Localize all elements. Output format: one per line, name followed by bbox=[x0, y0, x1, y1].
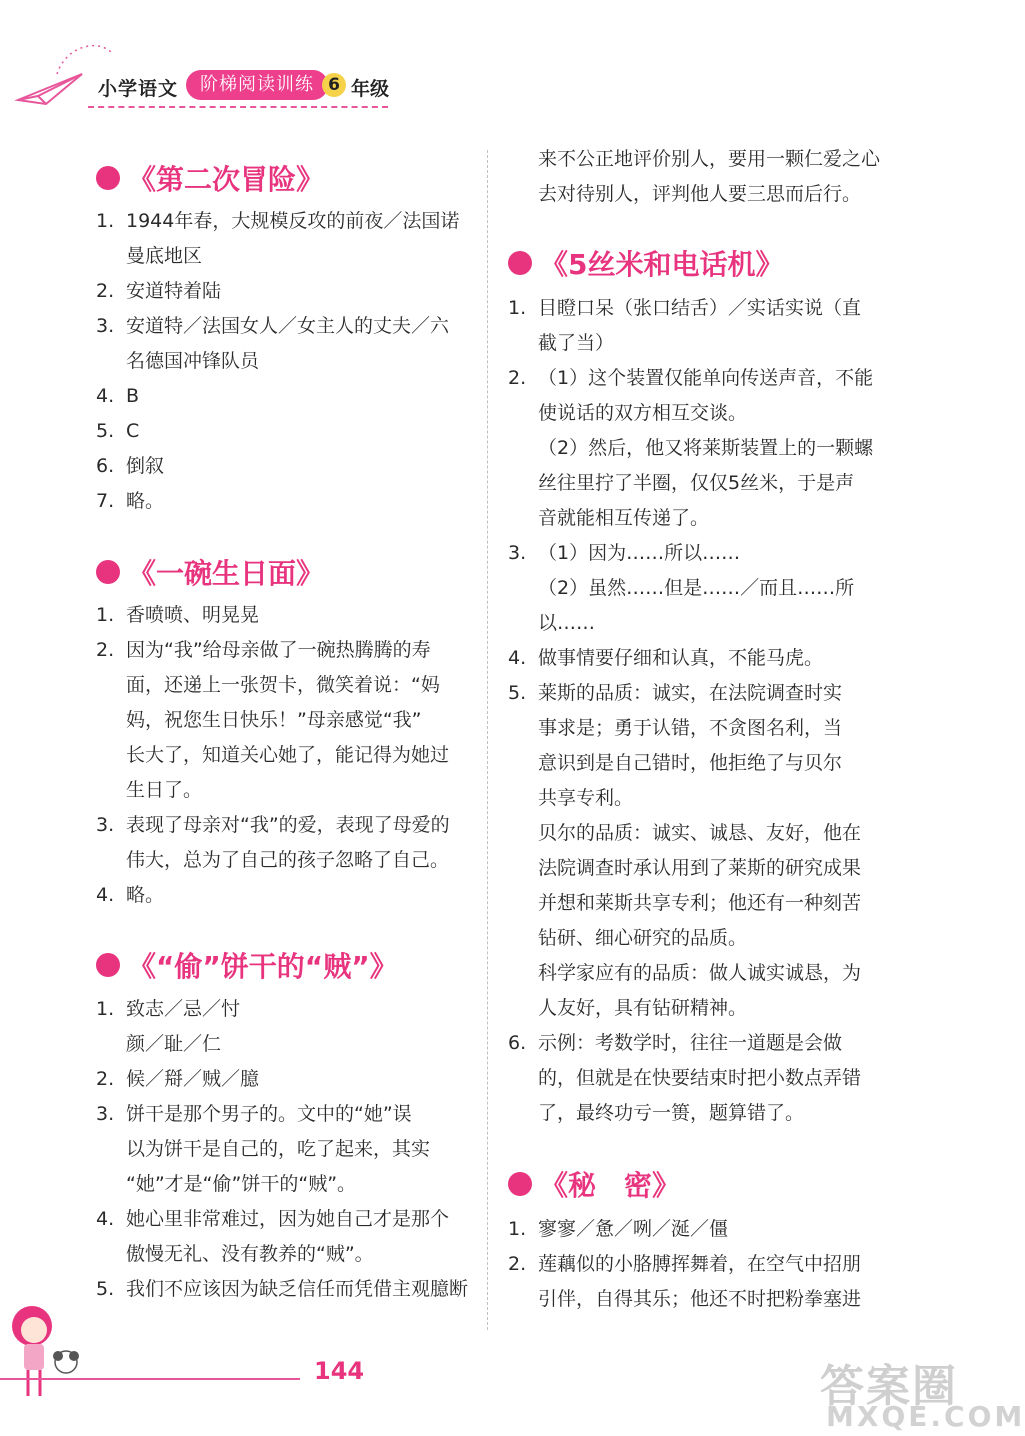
watermark-url: MXQE.COM bbox=[826, 1400, 1025, 1433]
section-bullet-icon bbox=[508, 251, 532, 275]
grade-label: 年级 bbox=[351, 78, 390, 100]
section-title-second-adventure: 《第二次冒险》 bbox=[96, 158, 324, 198]
watermark-logo: 答案圈 bbox=[820, 1361, 958, 1412]
section-title-secret: 《秘 密》 bbox=[508, 1164, 680, 1204]
girl-mascot-icon bbox=[0, 1300, 90, 1400]
section-bullet-icon bbox=[508, 1172, 532, 1196]
header-divider bbox=[88, 106, 388, 108]
dotted-trail-icon bbox=[55, 38, 115, 78]
section-bullet-icon bbox=[96, 560, 120, 584]
section-title-5-simi-telephone: 《5丝米和电话机》 bbox=[508, 243, 783, 283]
section-title-birthday-noodles: 《一碗生日面》 bbox=[96, 552, 324, 592]
brand-title: 小学语文 bbox=[98, 78, 179, 100]
footer-divider bbox=[0, 1378, 300, 1380]
section-title-biscuit-thief: 《“偷”饼干的“贼”》 bbox=[96, 945, 398, 985]
section-bullet-icon bbox=[96, 166, 120, 190]
section-bullet-icon bbox=[96, 953, 120, 977]
series-badge: 阶梯阅读训练 bbox=[186, 70, 328, 100]
column-divider bbox=[487, 150, 488, 1330]
grade-number-badge: 6 bbox=[322, 73, 346, 97]
page-number: 144 bbox=[314, 1357, 365, 1385]
page-header bbox=[0, 0, 1000, 130]
